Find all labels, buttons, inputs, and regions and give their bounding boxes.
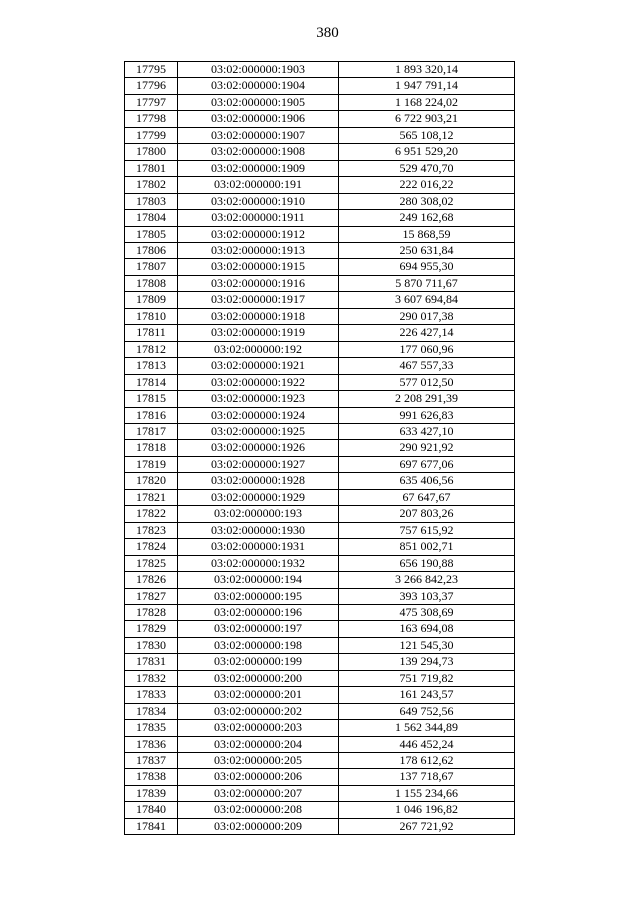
cadastral-number-cell: 03:02:000000:1930 bbox=[178, 522, 339, 538]
row-number-cell: 17811 bbox=[125, 325, 178, 341]
table-row bbox=[125, 62, 515, 78]
table-row bbox=[125, 226, 515, 242]
cadastral-number-cell: 03:02:000000:192 bbox=[178, 341, 339, 357]
cadastral-number-cell: 03:02:000000:1931 bbox=[178, 539, 339, 555]
cadastral-number-cell: 03:02:000000:1911 bbox=[178, 210, 339, 226]
cadastral-value-cell: 1 168 224,02 bbox=[339, 94, 515, 110]
table-row bbox=[125, 539, 515, 555]
cadastral-value-cell: 207 803,26 bbox=[339, 506, 515, 522]
cadastral-value-cell: 139 294,73 bbox=[339, 654, 515, 670]
cadastral-number-cell: 03:02:000000:195 bbox=[178, 588, 339, 604]
table-row bbox=[125, 753, 515, 769]
cadastral-value-cell: 249 162,68 bbox=[339, 210, 515, 226]
table-row bbox=[125, 160, 515, 176]
cadastral-number-cell: 03:02:000000:1909 bbox=[178, 160, 339, 176]
table-row bbox=[125, 193, 515, 209]
cadastral-value-cell: 6 951 529,20 bbox=[339, 144, 515, 160]
row-number-cell: 17821 bbox=[125, 489, 178, 505]
row-number-cell: 17814 bbox=[125, 374, 178, 390]
cadastral-number-cell: 03:02:000000:207 bbox=[178, 785, 339, 801]
cadastral-number-cell: 03:02:000000:1904 bbox=[178, 78, 339, 94]
row-number-cell: 17817 bbox=[125, 423, 178, 439]
cadastral-value-cell: 267 721,92 bbox=[339, 818, 515, 834]
cadastral-number-cell: 03:02:000000:1925 bbox=[178, 423, 339, 439]
cadastral-number-cell: 03:02:000000:208 bbox=[178, 802, 339, 818]
row-number-cell: 17840 bbox=[125, 802, 178, 818]
cadastral-value-cell: 393 103,37 bbox=[339, 588, 515, 604]
cadastral-value-cell: 475 308,69 bbox=[339, 604, 515, 620]
table-row bbox=[125, 374, 515, 390]
cadastral-value-cell: 697 677,06 bbox=[339, 456, 515, 472]
cadastral-number-cell: 03:02:000000:1918 bbox=[178, 308, 339, 324]
table-row bbox=[125, 654, 515, 670]
row-number-cell: 17827 bbox=[125, 588, 178, 604]
cadastral-value-cell: 250 631,84 bbox=[339, 242, 515, 258]
cadastral-number-cell: 03:02:000000:1932 bbox=[178, 555, 339, 571]
table-row bbox=[125, 670, 515, 686]
row-number-cell: 17809 bbox=[125, 292, 178, 308]
cadastral-number-cell: 03:02:000000:198 bbox=[178, 637, 339, 653]
cadastral-value-cell: 137 718,67 bbox=[339, 769, 515, 785]
row-number-cell: 17810 bbox=[125, 308, 178, 324]
cadastral-value-cell: 446 452,24 bbox=[339, 736, 515, 752]
cadastral-number-cell: 03:02:000000:1910 bbox=[178, 193, 339, 209]
table-row bbox=[125, 177, 515, 193]
cadastral-value-cell: 177 060,96 bbox=[339, 341, 515, 357]
cadastral-number-cell: 03:02:000000:1917 bbox=[178, 292, 339, 308]
row-number-cell: 17813 bbox=[125, 358, 178, 374]
cadastral-value-cell: 67 647,67 bbox=[339, 489, 515, 505]
cadastral-value-cell: 5 870 711,67 bbox=[339, 275, 515, 291]
cadastral-value-cell: 851 002,71 bbox=[339, 539, 515, 555]
row-number-cell: 17825 bbox=[125, 555, 178, 571]
table-row bbox=[125, 506, 515, 522]
row-number-cell: 17820 bbox=[125, 473, 178, 489]
table-row bbox=[125, 604, 515, 620]
table-row bbox=[125, 144, 515, 160]
cadastral-number-cell: 03:02:000000:1905 bbox=[178, 94, 339, 110]
cadastral-number-cell: 03:02:000000:1928 bbox=[178, 473, 339, 489]
cadastral-value-cell: 163 694,08 bbox=[339, 621, 515, 637]
row-number-cell: 17833 bbox=[125, 687, 178, 703]
cadastral-number-cell: 03:02:000000:209 bbox=[178, 818, 339, 834]
cadastral-value-cell: 226 427,14 bbox=[339, 325, 515, 341]
table-row bbox=[125, 736, 515, 752]
cadastral-number-cell: 03:02:000000:1912 bbox=[178, 226, 339, 242]
table-row bbox=[125, 802, 515, 818]
row-number-cell: 17819 bbox=[125, 456, 178, 472]
cadastral-value-cell: 1 947 791,14 bbox=[339, 78, 515, 94]
cadastral-number-cell: 03:02:000000:206 bbox=[178, 769, 339, 785]
table-row bbox=[125, 637, 515, 653]
row-number-cell: 17826 bbox=[125, 572, 178, 588]
cadastral-value-cell: 991 626,83 bbox=[339, 407, 515, 423]
table-row bbox=[125, 292, 515, 308]
cadastral-value-cell: 1 046 196,82 bbox=[339, 802, 515, 818]
cadastral-value-cell: 161 243,57 bbox=[339, 687, 515, 703]
row-number-cell: 17798 bbox=[125, 111, 178, 127]
cadastral-value-cell: 1 562 344,89 bbox=[339, 720, 515, 736]
row-number-cell: 17797 bbox=[125, 94, 178, 110]
row-number-cell: 17804 bbox=[125, 210, 178, 226]
row-number-cell: 17796 bbox=[125, 78, 178, 94]
cadastral-value-cell: 467 557,33 bbox=[339, 358, 515, 374]
cadastral-number-cell: 03:02:000000:200 bbox=[178, 670, 339, 686]
cadastral-number-cell: 03:02:000000:1926 bbox=[178, 440, 339, 456]
table-row bbox=[125, 785, 515, 801]
cadastral-value-cell: 529 470,70 bbox=[339, 160, 515, 176]
cadastral-value-cell: 6 722 903,21 bbox=[339, 111, 515, 127]
row-number-cell: 17835 bbox=[125, 720, 178, 736]
cadastral-number-cell: 03:02:000000:201 bbox=[178, 687, 339, 703]
cadastral-number-cell: 03:02:000000:202 bbox=[178, 703, 339, 719]
table-row bbox=[125, 94, 515, 110]
row-number-cell: 17832 bbox=[125, 670, 178, 686]
row-number-cell: 17839 bbox=[125, 785, 178, 801]
table-row bbox=[125, 259, 515, 275]
row-number-cell: 17838 bbox=[125, 769, 178, 785]
table-row bbox=[125, 555, 515, 571]
cadastral-value-cell: 290 017,38 bbox=[339, 308, 515, 324]
table-row bbox=[125, 489, 515, 505]
cadastral-value-cell: 656 190,88 bbox=[339, 555, 515, 571]
cadastral-value-cell: 15 868,59 bbox=[339, 226, 515, 242]
row-number-cell: 17836 bbox=[125, 736, 178, 752]
cadastral-value-cell: 280 308,02 bbox=[339, 193, 515, 209]
cadastral-value-cell: 635 406,56 bbox=[339, 473, 515, 489]
row-number-cell: 17834 bbox=[125, 703, 178, 719]
table-row bbox=[125, 522, 515, 538]
row-number-cell: 17812 bbox=[125, 341, 178, 357]
cadastral-number-cell: 03:02:000000:1923 bbox=[178, 391, 339, 407]
row-number-cell: 17824 bbox=[125, 539, 178, 555]
cadastral-number-cell: 03:02:000000:1915 bbox=[178, 259, 339, 275]
table-row bbox=[125, 588, 515, 604]
table-row bbox=[125, 703, 515, 719]
table-row bbox=[125, 308, 515, 324]
row-number-cell: 17830 bbox=[125, 637, 178, 653]
cadastral-value-cell: 751 719,82 bbox=[339, 670, 515, 686]
page-number: 380 bbox=[316, 25, 339, 41]
table-row bbox=[125, 423, 515, 439]
table-row bbox=[125, 720, 515, 736]
cadastral-value-cell: 649 752,56 bbox=[339, 703, 515, 719]
table-row bbox=[125, 341, 515, 357]
row-number-cell: 17800 bbox=[125, 144, 178, 160]
table-row bbox=[125, 325, 515, 341]
cadastral-value-cell: 694 955,30 bbox=[339, 259, 515, 275]
row-number-cell: 17828 bbox=[125, 604, 178, 620]
cadastral-value-cell: 222 016,22 bbox=[339, 177, 515, 193]
table-row bbox=[125, 242, 515, 258]
cadastral-value-cell: 633 427,10 bbox=[339, 423, 515, 439]
cadastral-number-cell: 03:02:000000:193 bbox=[178, 506, 339, 522]
cadastral-number-cell: 03:02:000000:204 bbox=[178, 736, 339, 752]
cadastral-value-table bbox=[124, 61, 515, 835]
row-number-cell: 17829 bbox=[125, 621, 178, 637]
table-row bbox=[125, 473, 515, 489]
cadastral-value-cell: 178 612,62 bbox=[339, 753, 515, 769]
table-row bbox=[125, 687, 515, 703]
row-number-cell: 17815 bbox=[125, 391, 178, 407]
row-number-cell: 17806 bbox=[125, 242, 178, 258]
cadastral-value-cell: 290 921,92 bbox=[339, 440, 515, 456]
table-row bbox=[125, 456, 515, 472]
row-number-cell: 17803 bbox=[125, 193, 178, 209]
row-number-cell: 17816 bbox=[125, 407, 178, 423]
cadastral-number-cell: 03:02:000000:197 bbox=[178, 621, 339, 637]
cadastral-number-cell: 03:02:000000:1913 bbox=[178, 242, 339, 258]
table-row bbox=[125, 818, 515, 834]
row-number-cell: 17799 bbox=[125, 127, 178, 143]
row-number-cell: 17831 bbox=[125, 654, 178, 670]
table-row bbox=[125, 127, 515, 143]
cadastral-value-cell: 1 893 320,14 bbox=[339, 62, 515, 78]
cadastral-number-cell: 03:02:000000:205 bbox=[178, 753, 339, 769]
cadastral-number-cell: 03:02:000000:199 bbox=[178, 654, 339, 670]
row-number-cell: 17841 bbox=[125, 818, 178, 834]
table-row bbox=[125, 358, 515, 374]
table-row bbox=[125, 440, 515, 456]
cadastral-number-cell: 03:02:000000:1916 bbox=[178, 275, 339, 291]
cadastral-number-cell: 03:02:000000:1929 bbox=[178, 489, 339, 505]
cadastral-value-cell: 121 545,30 bbox=[339, 637, 515, 653]
cadastral-number-cell: 03:02:000000:203 bbox=[178, 720, 339, 736]
table-row bbox=[125, 572, 515, 588]
row-number-cell: 17818 bbox=[125, 440, 178, 456]
cadastral-number-cell: 03:02:000000:1927 bbox=[178, 456, 339, 472]
cadastral-number-cell: 03:02:000000:1924 bbox=[178, 407, 339, 423]
cadastral-value-cell: 3 266 842,23 bbox=[339, 572, 515, 588]
cadastral-number-cell: 03:02:000000:1921 bbox=[178, 358, 339, 374]
cadastral-number-cell: 03:02:000000:194 bbox=[178, 572, 339, 588]
cadastral-number-cell: 03:02:000000:1919 bbox=[178, 325, 339, 341]
cadastral-value-cell: 757 615,92 bbox=[339, 522, 515, 538]
table-row bbox=[125, 769, 515, 785]
row-number-cell: 17808 bbox=[125, 275, 178, 291]
table-row bbox=[125, 621, 515, 637]
row-number-cell: 17801 bbox=[125, 160, 178, 176]
table-row bbox=[125, 210, 515, 226]
table-row bbox=[125, 407, 515, 423]
cadastral-number-cell: 03:02:000000:1903 bbox=[178, 62, 339, 78]
cadastral-number-cell: 03:02:000000:191 bbox=[178, 177, 339, 193]
table-row bbox=[125, 78, 515, 94]
cadastral-number-cell: 03:02:000000:196 bbox=[178, 604, 339, 620]
cadastral-number-cell: 03:02:000000:1907 bbox=[178, 127, 339, 143]
row-number-cell: 17823 bbox=[125, 522, 178, 538]
row-number-cell: 17837 bbox=[125, 753, 178, 769]
row-number-cell: 17802 bbox=[125, 177, 178, 193]
row-number-cell: 17805 bbox=[125, 226, 178, 242]
row-number-cell: 17822 bbox=[125, 506, 178, 522]
cadastral-value-cell: 2 208 291,39 bbox=[339, 391, 515, 407]
table-row bbox=[125, 111, 515, 127]
row-number-cell: 17795 bbox=[125, 62, 178, 78]
cadastral-number-cell: 03:02:000000:1906 bbox=[178, 111, 339, 127]
row-number-cell: 17807 bbox=[125, 259, 178, 275]
cadastral-value-cell: 565 108,12 bbox=[339, 127, 515, 143]
table-body bbox=[125, 62, 515, 835]
cadastral-number-cell: 03:02:000000:1908 bbox=[178, 144, 339, 160]
cadastral-value-cell: 3 607 694,84 bbox=[339, 292, 515, 308]
cadastral-value-cell: 577 012,50 bbox=[339, 374, 515, 390]
cadastral-value-cell: 1 155 234,66 bbox=[339, 785, 515, 801]
table-row bbox=[125, 275, 515, 291]
cadastral-number-cell: 03:02:000000:1922 bbox=[178, 374, 339, 390]
table-row bbox=[125, 391, 515, 407]
